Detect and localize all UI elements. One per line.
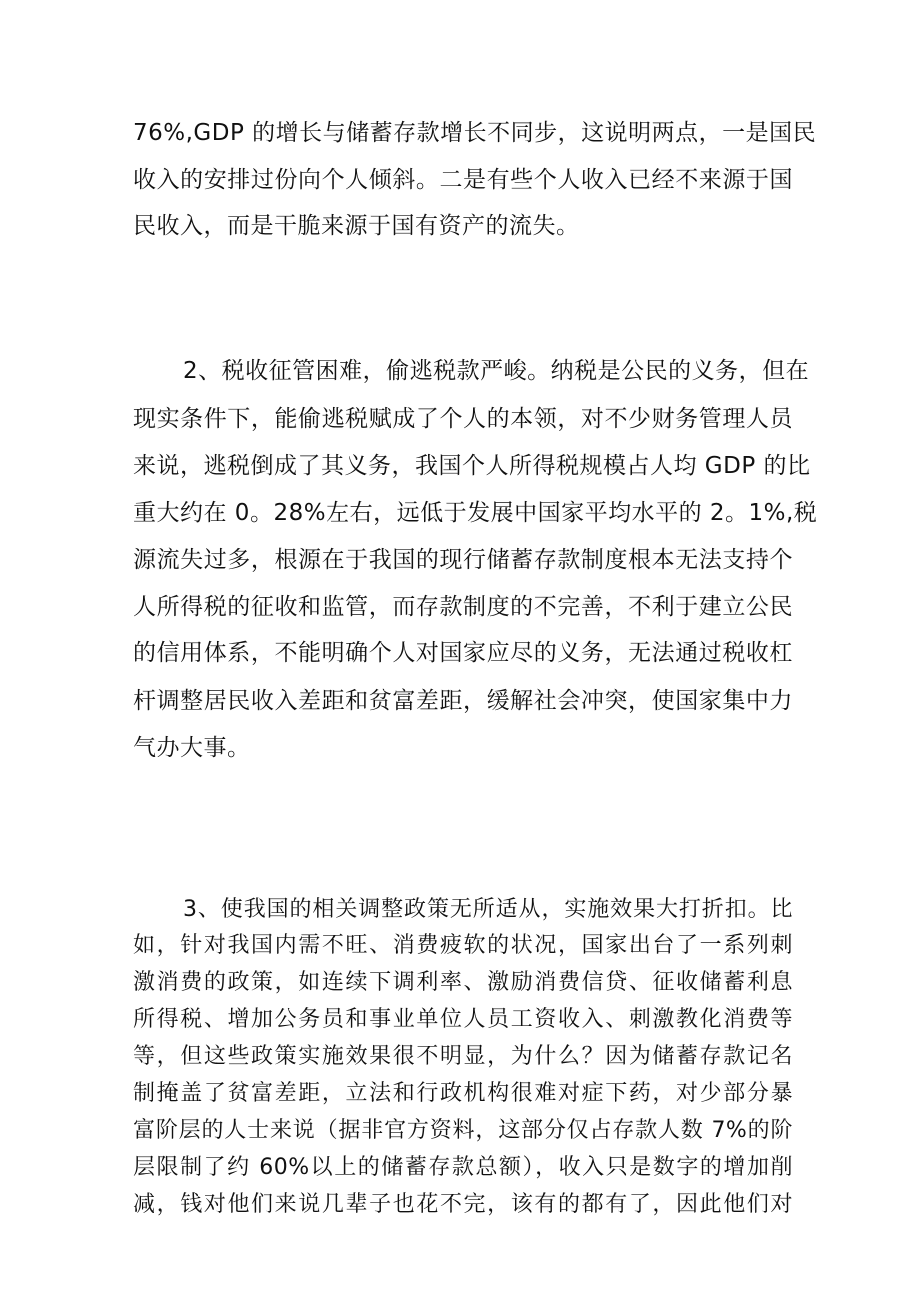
paragraph-line: 所得税、增加公务员和事业单位人员工资收入、刺激教化消费等 [133,1007,793,1032]
paragraph-line: 收入的安排过份向个人倾斜。二是有些个人收入已经不来源于国 [133,167,793,193]
paragraph-line: 现实条件下，能偷逃税赋成了个人的本领，对不少财务管理人员 [133,406,793,432]
paragraph-line: 气办大事。 [133,735,251,761]
paragraph-line: 人所得税的征收和监管，而存款制度的不完善，不利于建立公民 [133,594,793,620]
paragraph-line: 如，针对我国内需不旺、消费疲软的状况，国家出台了一系列刺 [133,933,793,958]
paragraph-line: 76%,GDP 的增长与储蓄存款增长不同步，这说明两点，一是国民 [133,120,817,146]
paragraph-line: 源流失过多，根源在于我国的现行储蓄存款制度根本无法支持个 [133,547,793,573]
paragraph-line: 3、使我国的相关调整政策无所适从，实施效果大打折扣。比 [183,897,793,922]
paragraph-line: 等，但这些政策实施效果很不明显，为什么？因为储蓄存款记名 [133,1044,793,1069]
paragraph-line: 重大约在 0。28%左右，远低于发展中国家平均水平的 2。1%,税 [133,500,818,526]
paragraph-line: 层限制了约 60%以上的储蓄存款总额），收入只是数字的增加削 [133,1155,793,1180]
paragraph-line: 的信用体系，不能明确个人对国家应尽的义务，无法通过税收杠 [133,640,793,666]
paragraph-line: 减，钱对他们来说几辈子也花不完，该有的都有了，因此他们对 [133,1192,793,1217]
paragraph-line: 民收入，而是干脆来源于国有资产的流失。 [133,213,580,239]
paragraph-line: 杆调整居民收入差距和贫富差距，缓解社会冲突，使国家集中力 [133,688,793,714]
paragraph-line: 2、税收征管困难，偷逃税款严峻。纳税是公民的义务，但在 [183,358,810,384]
paragraph-line: 制掩盖了贫富差距，立法和行政机构很难对症下药，对少部分暴 [133,1081,793,1106]
paragraph-line: 富阶层的人士来说（据非官方资料，这部分仅占存款人数 7%的阶 [133,1118,793,1143]
paragraph-line: 来说，逃税倒成了其义务，我国个人所得税规模占人均 GDP 的比 [133,453,811,479]
paragraph-line: 激消费的政策，如连续下调利率、激励消费信贷、征收储蓄利息 [133,970,793,995]
